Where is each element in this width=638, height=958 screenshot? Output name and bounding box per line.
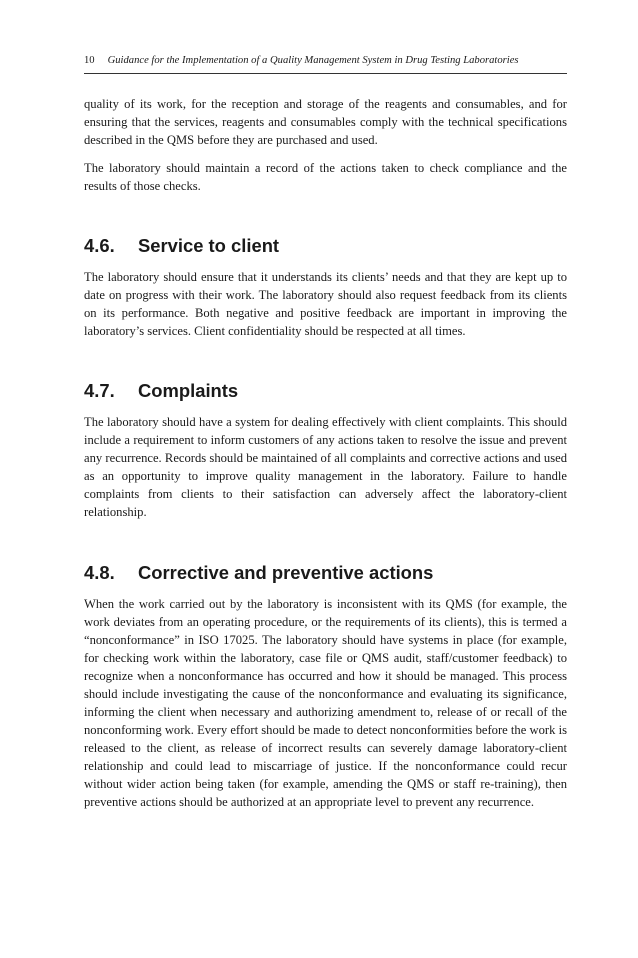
running-header xyxy=(84,54,567,74)
section-heading-4-6 xyxy=(84,235,567,257)
section-number: 4.8. xyxy=(84,562,115,583)
intro-paragraph-2: The laboratory should maintain a record of the actions taken to check compliance and the results of those checks. xyxy=(84,161,567,193)
section-title: Service to client xyxy=(138,235,280,256)
section-title: Corrective and preventive actions xyxy=(138,562,434,583)
section-title: Complaints xyxy=(138,380,239,401)
section-4-7-paragraph: The laboratory should have a system for dealing effectively with client complaints. This should include a requirement to inform customers of any actions taken to resolve the issue and prevent any recurrence. Records should be maintained of all complaints and corrective actions and used as an opportunity to improve quality management in the laboratory. Failure to handle complaints from clients to their satisfaction can adversely affect the laboratory-client relationship. xyxy=(84,415,567,519)
intro-paragraph-1: quality of its work, for the reception and storage of the reagents and consumables, and for ensuring that the services, reagents and consumables comply with the technical specifications described in the QMS before they are purchased and used. xyxy=(84,97,567,147)
section-heading-4-7 xyxy=(84,380,567,402)
section-heading-4-8 xyxy=(84,562,567,584)
section-number: 4.7. xyxy=(84,380,115,401)
section-4-6-paragraph: The laboratory should ensure that it understands its clients’ needs and that they are kept up to date on progress with their work. The laboratory should also request feedback from its clients on its performance. Both negative and positive feedback are important in improving the laboratory’s services. Client confidentiality should be respected at all times. xyxy=(84,270,567,338)
section-number: 4.6. xyxy=(84,235,115,256)
document-page xyxy=(84,54,567,811)
section-4-8-paragraph: When the work carried out by the laboratory is inconsistent with its QMS (for example, the work deviates from an operating procedure, or the requirements of its clients), this is termed a “nonconformance” in ISO 17025. The laboratory should have systems in place (for example, for checking work within the laboratory, case file or QMS audit, staff/customer feedback) to recognize when a nonconformance has occurred and how it should be managed. This process should include investigating the cause of the nonconformance and evaluating its significance, informing the client when necessary and authorizing amendment to, release of or recall of the nonconforming work. Every effort should be made to detect nonconformities before the work is released to the client, as release of incorrect results can severely damage laboratory-client relationship and could lead to miscarriage of justice. If the nonconformance could recur without wider action being taken (for example, amending the QMS or staff re-training), then preventive actions should be authorized at an appropriate level to prevent any recurrence. xyxy=(84,597,567,809)
running-title: Guidance for the Implementation of a Quality Management System in Drug Testing Laboratories xyxy=(107,55,519,66)
page-number: 10 xyxy=(84,55,95,66)
